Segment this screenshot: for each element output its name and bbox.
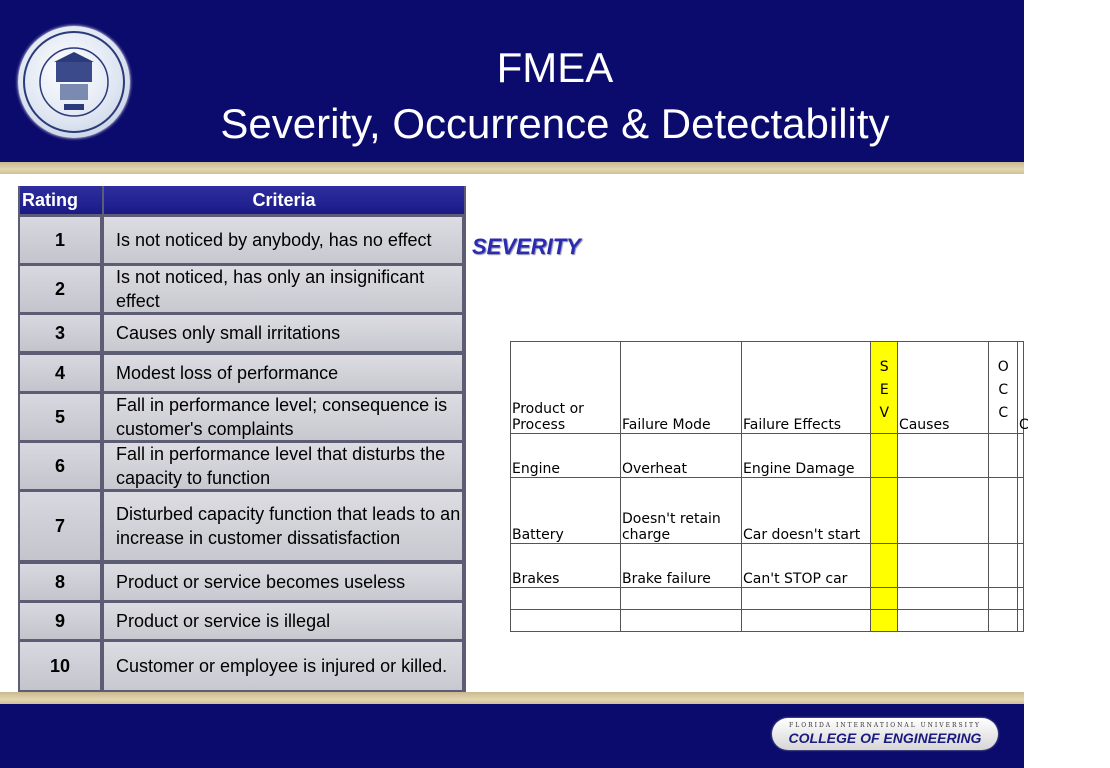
criteria-column-header: Criteria xyxy=(104,186,464,214)
cell-product: Battery xyxy=(511,478,621,544)
header-sev: S E V xyxy=(870,342,897,434)
cell-occ xyxy=(988,478,1017,544)
cell-causes xyxy=(897,478,988,544)
rating-column-header: Rating xyxy=(20,186,102,214)
cell-causes xyxy=(897,544,988,588)
cell-product: Brakes xyxy=(511,544,621,588)
cell-sev xyxy=(870,434,897,478)
rating-cell: 4 xyxy=(20,355,100,391)
cell-occ xyxy=(988,544,1017,588)
worksheet-row xyxy=(511,588,1024,610)
criteria-cell: Causes only small irritations xyxy=(104,315,462,351)
criteria-cell: Fall in performance level that disturbs the capacity to function xyxy=(104,443,462,489)
university-name: FLORIDA INTERNATIONAL UNIVERSITY xyxy=(789,722,981,729)
rating-cell: 6 xyxy=(20,443,100,489)
criteria-cell: Modest loss of performance xyxy=(104,355,462,391)
cell-failure-mode: Brake failure xyxy=(620,544,741,588)
college-name: COLLEGE OF ENGINEERING xyxy=(788,730,982,746)
criteria-cell: Product or service becomes useless xyxy=(104,564,462,600)
criteria-cell: Customer or employee is injured or killed. xyxy=(104,642,462,690)
slide-title: FMEA xyxy=(496,44,614,91)
rating-cell: 7 xyxy=(20,492,100,560)
worksheet-row xyxy=(511,544,1024,588)
cell-cutoff xyxy=(1017,434,1023,478)
header-product: Product or Process xyxy=(511,342,621,434)
cell-cutoff xyxy=(1017,478,1023,544)
rating-cell: 9 xyxy=(20,603,100,639)
gold-divider-bottom xyxy=(0,692,1024,704)
rating-cell: 8 xyxy=(20,564,100,600)
worksheet-row xyxy=(511,434,1024,478)
rating-cell: 2 xyxy=(20,266,100,312)
slide-subtitle: Severity, Occurrence & Detectability xyxy=(220,100,890,147)
worksheet-header-row xyxy=(511,342,1024,434)
criteria-cell: Disturbed capacity function that leads to an increase in customer dissatisfaction xyxy=(104,492,462,560)
severity-label: SEVERITY xyxy=(472,234,581,259)
cell-sev xyxy=(870,544,897,588)
cell-cutoff xyxy=(1017,544,1023,588)
cell-failure-effects: Engine Damage xyxy=(742,434,871,478)
gold-divider-top xyxy=(0,162,1024,174)
criteria-cell: Fall in performance level; consequence is customer's complaints xyxy=(104,394,462,440)
cell-occ xyxy=(988,434,1017,478)
cell-sev xyxy=(870,478,897,544)
criteria-cell: Is not noticed by anybody, has no effect xyxy=(104,217,462,263)
cell-failure-mode: Doesn't retain charge xyxy=(620,478,741,544)
worksheet-row xyxy=(511,610,1024,632)
cell-failure-mode: Overheat xyxy=(620,434,741,478)
cell-failure-effects: Can't STOP car xyxy=(742,544,871,588)
header-failure-mode: Failure Mode xyxy=(620,342,741,434)
cell-product: Engine xyxy=(511,434,621,478)
cell-causes xyxy=(897,434,988,478)
cell-failure-effects: Car doesn't start xyxy=(742,478,871,544)
rating-cell: 10 xyxy=(20,642,100,690)
college-badge xyxy=(772,718,998,750)
criteria-cell: Is not noticed, has only an insignificant effect xyxy=(104,266,462,312)
rating-cell: 1 xyxy=(20,217,100,263)
criteria-cell: Product or service is illegal xyxy=(104,603,462,639)
header-failure-effects: Failure Effects xyxy=(742,342,871,434)
header-causes: Causes xyxy=(897,342,988,434)
rating-cell: 5 xyxy=(20,394,100,440)
header-cutoff: C xyxy=(1017,342,1023,434)
header-occ: O C C xyxy=(988,342,1017,434)
fmea-worksheet xyxy=(510,341,1029,632)
worksheet-row xyxy=(511,478,1024,544)
rating-cell: 3 xyxy=(20,315,100,351)
